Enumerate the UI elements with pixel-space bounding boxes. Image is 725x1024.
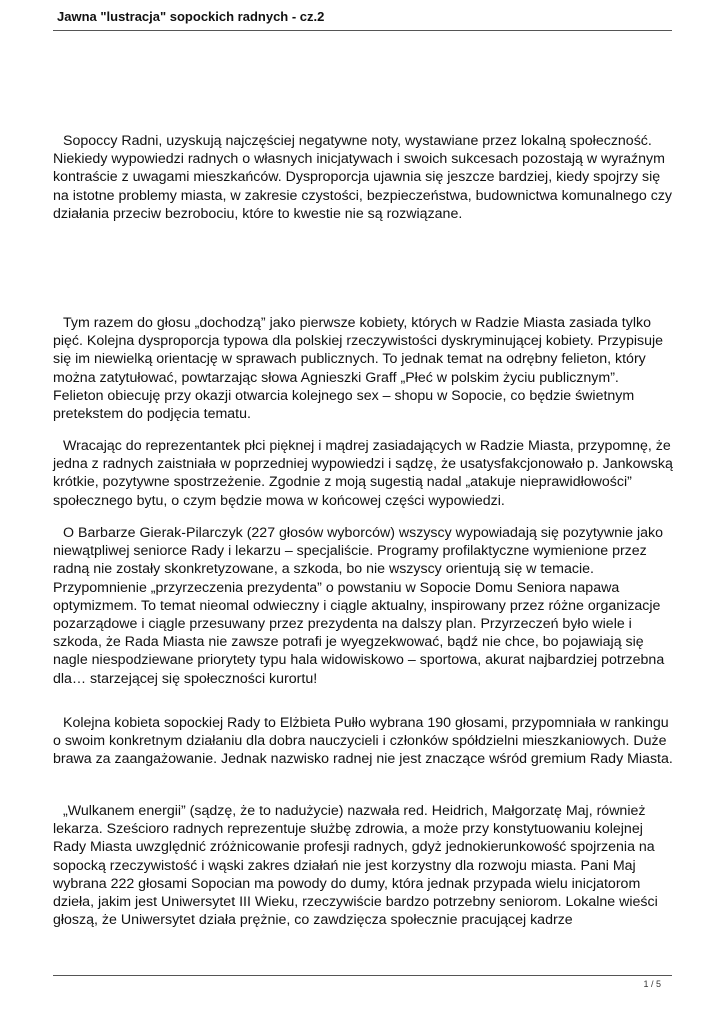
paragraph-text: Kolejna kobieta sopockiej Rady to Elżbieta Pułło wybrana 190 głosami, przypomniała w rankingu o swoim konkretnym działaniu dla dobra nauczycieli i członków spółdzielni mieszkaniowych. Duże brawa za zaangażowanie. Jednak nazwisko radnej nie jest znaczące wśród gremium Rady Miasta. bbox=[53, 715, 673, 768]
article-paragraph-6 bbox=[53, 802, 673, 929]
article-paragraph-5 bbox=[53, 714, 673, 769]
paragraph-text: Wracając do reprezentantek płci pięknej i mądrej zasiadających w Radzie Miasta, przypomnę, że jedna z radnych zaistniała w poprzedniej wypowiedzi i sądzę, że usatysfakcjonowało p. Jankowską krótkie, pozytywne spostrzeżenie. Zgodnie z moją sugestią nadal „atakuje nieprawidłowości” społecznego bytu, o czym będzie mowa w końcowej części wypowiedzi. bbox=[53, 438, 673, 509]
article-paragraph-3 bbox=[53, 437, 673, 510]
paragraph-text: Sopoccy Radni, uzyskują najczęściej negatywne noty, wystawiane przez lokalną społeczność. Niekiedy wypowiedzi radnych o własnych inicjatywach i swoich sukcesach pozostają w wyraźnym kontraście z uwagami mieszkańców. Dysproporcja ujawnia się jeszcze bardziej, kiedy spojrzy się na istotne problemy miasta, w zakresie czystości, bezpieczeństwa, budownictwa komunalnego czy działania przeciw bezrobociu, które to kwestie nie są rozwiązane. bbox=[53, 133, 673, 222]
header-divider bbox=[53, 30, 672, 31]
article-paragraph-2 bbox=[53, 314, 673, 423]
paragraph-text: O Barbarze Gierak-Pilarczyk (227 głosów wyborców) wszyscy wypowiadają się pozytywnie jako niewątpliwej seniorce Rady i lekarzu – specjaliście. Programy profilaktyczne wymienione przez radną nie zostały skonkretyzowane, a szkoda, bo nie wszyscy orientują się w temacie. Przypomnienie „przyrzeczenia prezydenta” o powstaniu w Sopocie Domu Seniora napawa optymizmem. To temat nieomal odwieczny i ciągle aktualny, inspirowany przez różne organizacje pozarządowe i ciągle przesuwany przez prezydenta na dalszy plan. Przyrzeczeń było wiele i szkoda, że Rada Miasta nie zawsze potrafi je wyegzekwować, bądź nie chce, bo pojawiają się nagle niespodziewane priorytety typu hala widowiskowo – sportowa, akurat najbardziej potrzebna dla… starzejącej się społeczności kurortu! bbox=[53, 525, 665, 687]
article-paragraph-4 bbox=[53, 524, 673, 688]
paragraph-text: „Wulkanem energii” (sądzę, że to nadużycie) nazwała red. Heidrich, Małgorzatę Maj, również lekarza. Sześcioro radnych reprezentuje służbę zdrowia, a może przy konstytuowaniu kolejnej Rady Miasta uwzględnić zróżnicowanie profesji radnych, gdyż jednokierunkowość spojrzenia na sopocką rzeczywistość i wąski zakres działań nie jest korzystny dla rozwoju miasta. Pani Maj wybrana 222 głosami Sopocian ma powody do dumy, która jednak przypada wielu inicjatorom dzieła, jakim jest Uniwersytet III Wieku, rzeczywiście bardzo potrzebny seniorom. Lokalne wieści głoszą, że Uniwersytet działa prężnie, co zawdzięcza społecznie pracującej kadrze bbox=[53, 803, 658, 929]
footer-divider bbox=[53, 975, 672, 976]
article-paragraph-1 bbox=[53, 132, 673, 223]
paragraph-text: Tym razem do głosu „dochodzą” jako pierwsze kobiety, których w Radzie Miasta zasiada tylko pięć. Kolejna dysproporcja typowa dla polskiej rzeczywistości dyskryminującej kobiety. Przypisuje się im niewielką orientację w sprawach publicznych. To jednak temat na odrębny felieton, który można zatytułować, powtarzając słowa Agnieszki Graff „Płeć w polskim życiu publicznym”. Felieton obiecuję przy okazji otwarcia kolejnego sex – shopu w Sopocie, co będzie świetnym pretekstem do podjęcia tematu. bbox=[53, 315, 664, 423]
page-number: 1 / 5 bbox=[643, 979, 661, 989]
page-header-title: Jawna "lustracja" sopockich radnych - cz.2 bbox=[57, 9, 325, 24]
